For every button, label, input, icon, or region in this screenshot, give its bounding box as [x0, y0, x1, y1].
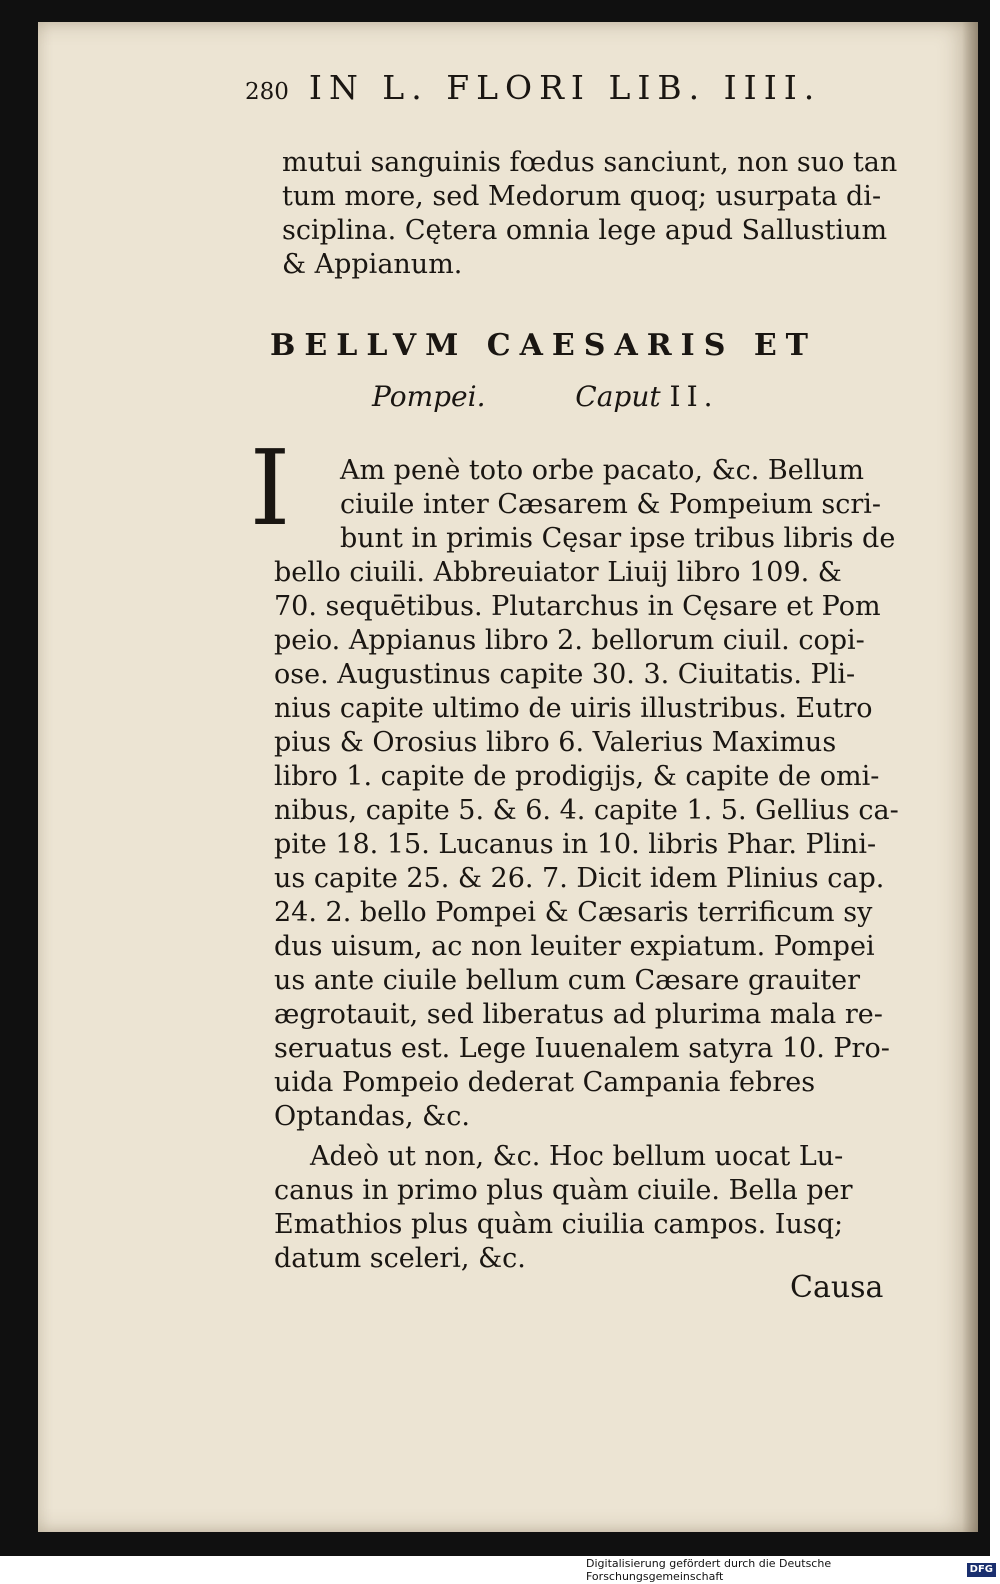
text-line: pius & Orosius libro 6. Valerius Maximus: [274, 727, 837, 758]
digitization-footer: [586, 1557, 996, 1583]
text-line: datum sceleri, &c.: [274, 1243, 526, 1274]
text-line: mutui sanguinis fœdus sanciunt, non suo tan: [282, 147, 898, 178]
text-line: bello ciuili. Abbreuiator Liuij libro 109. &: [274, 557, 842, 588]
text-line: uida Pompeio dederat Campania febres: [274, 1067, 816, 1098]
text-line: peio. Appianus libro 2. bellorum ciuil. copi-: [274, 625, 865, 656]
page-number: 280: [245, 79, 289, 105]
text-line: nibus, capite 5. & 6. 4. capite 1. 5. Gellius ca-: [274, 795, 899, 826]
running-head-title: IN L. FLORI LIB. IIII.: [308, 68, 822, 107]
text-line: ægrotauit, sed liberatus ad plurima mala re-: [274, 999, 883, 1030]
text-line: Adeò ut non, &c. Hoc bellum uocat Lu-: [310, 1141, 844, 1172]
chapter-heading: BELLVM CAESARIS ET: [270, 328, 818, 363]
text-line: tum more, sed Medorum quoq; usurpata di-: [282, 181, 882, 212]
text-line: seruatus est. Lege Iuuenalem satyra 10. Pro-: [274, 1033, 890, 1064]
text-line: ose. Augustinus capite 30. 3. Ciuitatis. Pli-: [274, 659, 856, 690]
text-line: nius capite ultimo de uiris illustribus. Eutro: [274, 693, 873, 724]
dfg-logo: DFG: [967, 1563, 996, 1577]
text-line: Optandas, &c.: [274, 1101, 470, 1132]
paragraph-main: [230, 454, 940, 1274]
text-line: bunt in primis Cęsar ipse tribus libris de: [340, 523, 896, 554]
text-line: libro 1. capite de prodigijs, & capite de omi-: [274, 761, 880, 792]
text-line: pite 18. 15. Lucanus in 10. libris Phar. Plini-: [274, 829, 877, 860]
text-line: dus uisum, ac non leuiter expiatum. Pompei: [274, 931, 875, 962]
text-line: sciplina. Cętera omnia lege apud Sallustium: [282, 215, 888, 246]
text-line: 70. sequētibus. Plutarchus in Cęsare et Pom: [274, 591, 881, 622]
running-head: [245, 68, 925, 116]
drop-cap-initial: I: [249, 427, 291, 549]
text-line: us ante ciuile bellum cum Cæsare grauiter: [274, 965, 861, 996]
text-line: & Appianum.: [282, 249, 463, 280]
text-line: us capite 25. & 26. 7. Dicit idem Plinius cap.: [274, 863, 885, 894]
chapter-subheading: [372, 380, 892, 413]
footer-text: Digitalisierung gefördert durch die Deutsche Forschungsgemeinschaft: [586, 1557, 832, 1583]
catchword: Causa: [790, 1270, 884, 1305]
chapter-subheading-name: Pompei.: [372, 380, 486, 413]
text-line: ciuile inter Cæsarem & Pompeium scri-: [340, 489, 882, 520]
text-line: 24. 2. bello Pompei & Cæsaris terrificum sy: [274, 897, 873, 928]
chapter-subheading-label: Caput: [575, 380, 661, 413]
text-line: canus in primo plus quàm ciuile. Bella per: [274, 1175, 853, 1206]
text-line: Am penè toto orbe pacato, &c. Bellum: [340, 455, 864, 486]
paragraph-opening: [230, 146, 940, 286]
text-line: Emathios plus quàm ciuilia campos. Iusq;: [274, 1209, 844, 1240]
chapter-numeral: II.: [669, 380, 719, 413]
